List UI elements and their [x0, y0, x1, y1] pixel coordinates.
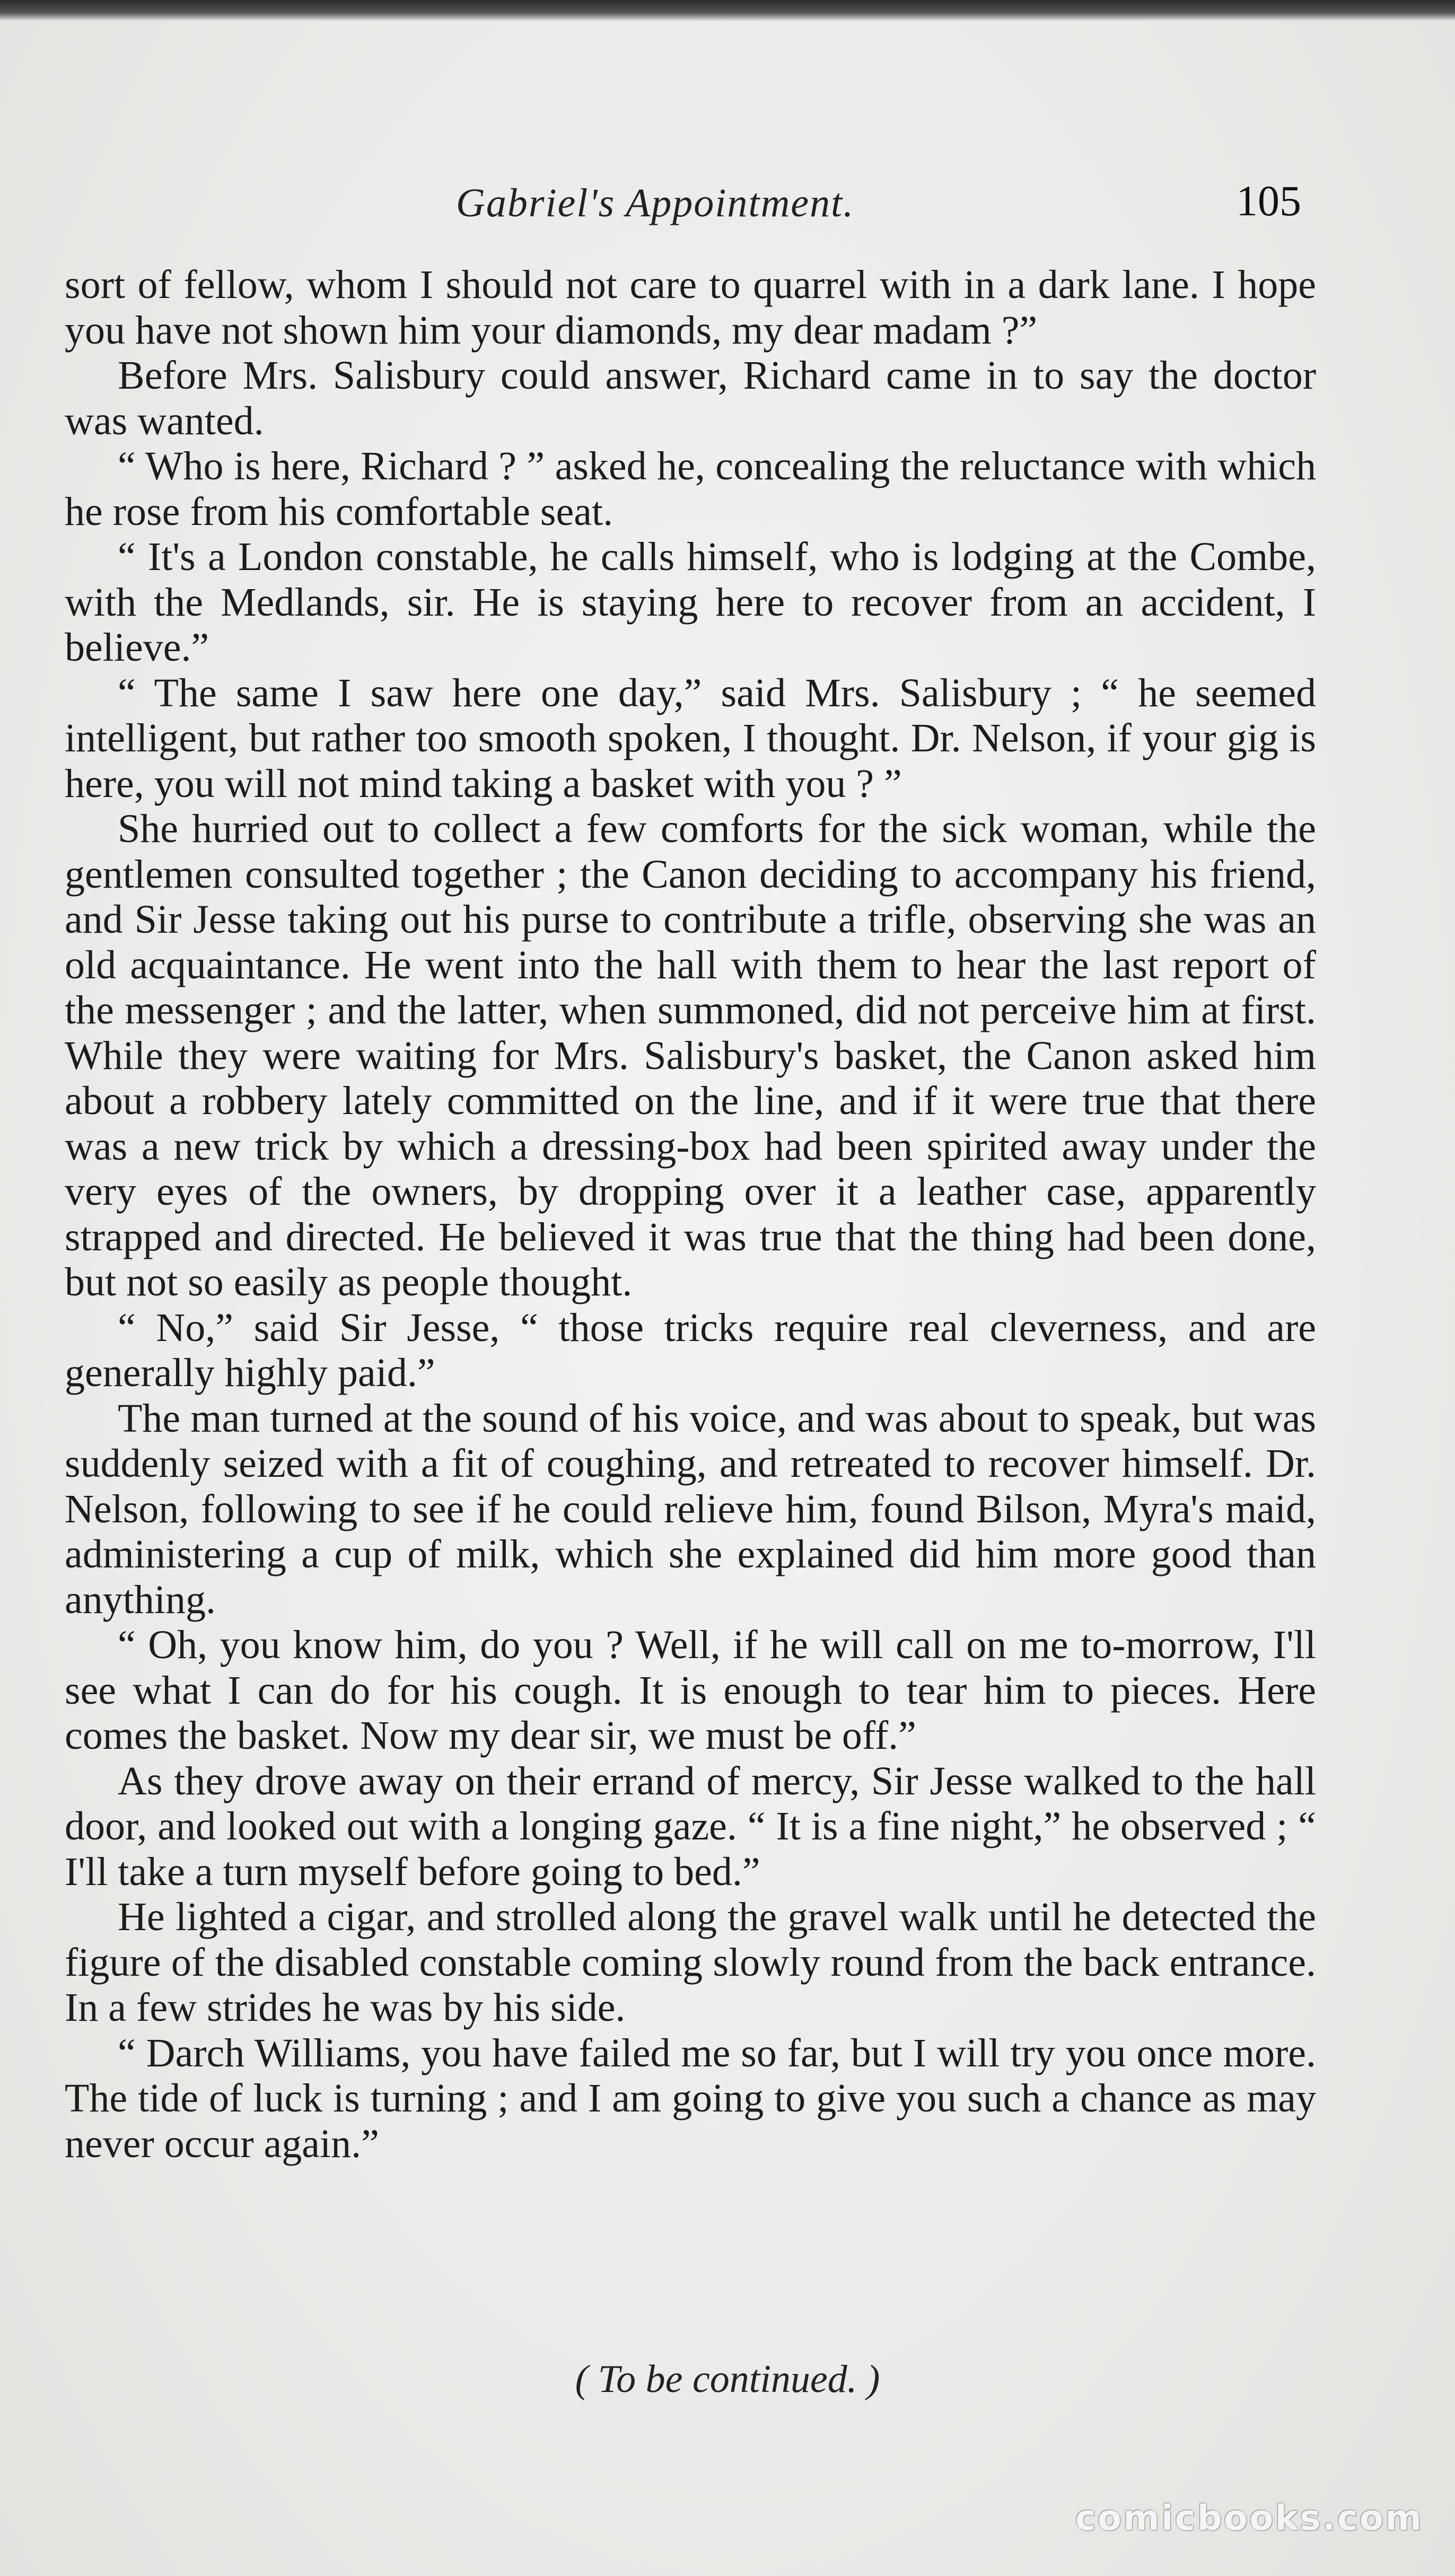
body-text — [65, 262, 1316, 2167]
paragraph-6: She hurried out to collect a few comforts for the sick woman, while the gentlemen consulted together ; the Canon deciding to accompany his friend, and Sir Jesse taking out his purse to contribute a trifle, observing she was an old acquaintance. He went into the hall with them to hear the last report of the messenger ; and the latter, when summoned, did not perceive him at first. While they were waiting for Mrs. Salisbury's basket, the Canon asked him about a robbery lately committed on the line, and if it were true that there was a new trick by which a dressing-box had been spirited away under the very eyes of the owners, by dropping over it a leather case, apparently strapped and directed. He believed it was true that the thing had been done, but not so easily as people thought. — [65, 807, 1316, 1304]
paragraph-8: The man turned at the sound of his voice, and was about to speak, but was suddenly seized with a fit of coughing, and retreated to recover himself. Dr. Nelson, following to see if he could relieve him, found Bilson, Myra's maid, administering a cup of milk, which she explained did him more good than anything. — [65, 1396, 1316, 1622]
paragraph-12: “ Darch Williams, you have failed me so far, but I will try you once more. The tide of luck is turning ; and I am going to give you such a chance as may never occur again.” — [65, 2030, 1316, 2166]
paragraph-4: “ It's a London constable, he calls himself, who is lodging at the Combe, with the Medlands, sir. He is staying here to recover from an accident, I believe.” — [65, 535, 1316, 670]
paragraph-5: “ The same I saw here one day,” said Mrs. Salisbury ; “ he seemed intelligent, but rather too smooth spoken, I thought. Dr. Nelson, if your gig is here, you will not mind taking a basket with you ? ” — [65, 670, 1316, 806]
paragraph-2: Before Mrs. Salisbury could answer, Richard came in to say the doctor was wanted. — [65, 353, 1316, 443]
paragraph-7: “ No,” said Sir Jesse, “ those tricks require real cleverness, and are generally highly paid.” — [65, 1305, 1316, 1395]
paragraph-11: He lighted a cigar, and strolled along the gravel walk until he detected the figure of the disabled constable coming slowly round from the back entrance. In a few strides he was by his side. — [65, 1895, 1316, 2030]
paragraph-10: As they drove away on their errand of mercy, Sir Jesse walked to the hall door, and looked out with a longing gaze. “ It is a fine night,” he observed ; “ I'll take a turn myself before going to bed.” — [65, 1758, 1316, 1894]
paragraph-3: “ Who is here, Richard ? ” asked he, concealing the reluctance with which he rose from his comfortable seat. — [65, 444, 1316, 534]
page-number: 105 — [1236, 177, 1301, 225]
scan-edge — [0, 0, 1455, 21]
paragraph-9: “ Oh, you know him, do you ? Well, if he will call on me to-morrow, I'll see what I can do for his cough. It is enough to tear him to pieces. Here comes the basket. Now my dear sir, we must be off.” — [65, 1623, 1316, 1758]
watermark: comicbooks.com — [1075, 2498, 1423, 2538]
to-be-continued: ( To be continued. ) — [575, 2358, 880, 2401]
running-title: Gabriel's Appointment. — [456, 181, 855, 225]
paragraph-1: sort of fellow, whom I should not care to quarrel with in a dark lane. I hope you have not shown him your diamonds, my dear madam ?” — [65, 262, 1316, 353]
